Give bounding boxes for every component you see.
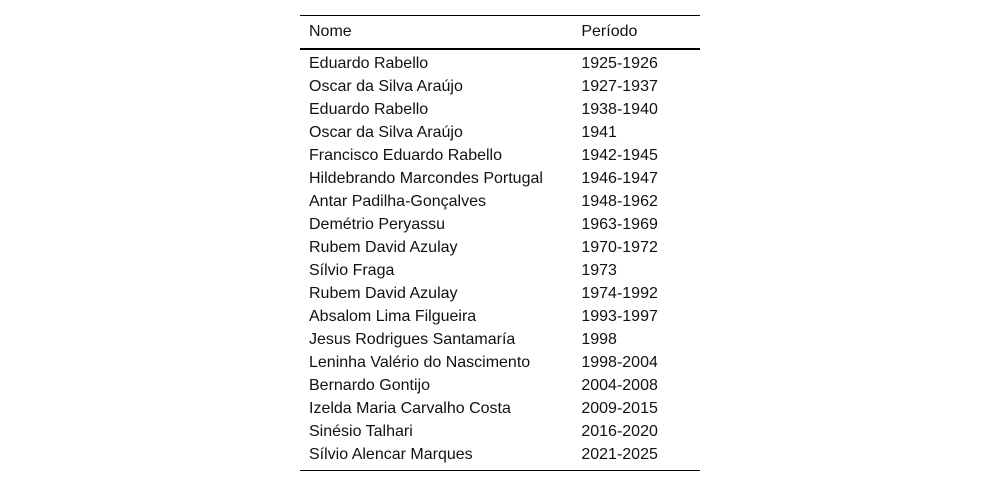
cell-period: 1974-1992 — [581, 285, 658, 302]
table-row — [300, 374, 700, 397]
table-header — [300, 16, 700, 50]
table-row — [300, 98, 700, 121]
cell-period: 1942-1945 — [581, 147, 658, 164]
cell-name: Leninha Valério do Nascimento — [309, 354, 531, 371]
cell-period: 2004-2008 — [581, 377, 658, 394]
table-row — [300, 328, 700, 351]
cell-period: 2016-2020 — [581, 423, 658, 440]
cell-name: Jesus Rodrigues Santamaría — [309, 331, 516, 348]
cell-period: 1941 — [581, 124, 617, 141]
cell-name: Oscar da Silva Araújo — [309, 124, 463, 141]
table-row — [300, 190, 700, 213]
table-row — [300, 397, 700, 420]
cell-period: 1998 — [581, 331, 617, 348]
cell-period: 1998-2004 — [581, 354, 658, 371]
cell-name: Sílvio Alencar Marques — [309, 446, 473, 463]
cell-name: Rubem David Azulay — [309, 239, 458, 256]
table-row — [300, 75, 700, 98]
table-row — [300, 236, 700, 259]
table-row — [300, 144, 700, 167]
cell-name: Oscar da Silva Araújo — [309, 78, 463, 95]
cell-name: Hildebrando Marcondes Portugal — [309, 170, 543, 187]
cell-period: 1970-1972 — [581, 239, 658, 256]
header-row — [300, 16, 700, 50]
cell-period: 1948-1962 — [581, 193, 658, 210]
table-row — [300, 420, 700, 443]
cell-period: 1963-1969 — [581, 216, 658, 233]
table-row — [300, 167, 700, 190]
cell-period: 1925-1926 — [581, 55, 658, 72]
cell-name: Rubem David Azulay — [309, 285, 458, 302]
cell-name: Bernardo Gontijo — [309, 377, 430, 394]
presidents-table — [300, 15, 700, 471]
table-body — [300, 49, 700, 471]
cell-name: Eduardo Rabello — [309, 101, 429, 118]
table-row — [300, 49, 700, 75]
cell-name: Antar Padilha-Gonçalves — [309, 193, 486, 210]
cell-name: Francisco Eduardo Rabello — [309, 147, 502, 164]
cell-period: 1946-1947 — [581, 170, 658, 187]
cell-period: 2009-2015 — [581, 400, 658, 417]
cell-period: 2021-2025 — [581, 446, 658, 463]
cell-name: Eduardo Rabello — [309, 55, 429, 72]
table-row — [300, 282, 700, 305]
cell-name: Sílvio Fraga — [309, 262, 395, 279]
cell-name: Sinésio Talhari — [309, 423, 413, 440]
table-row — [300, 259, 700, 282]
table-row — [300, 121, 700, 144]
column-header-name: Nome — [309, 23, 352, 40]
table-row — [300, 305, 700, 328]
table-row — [300, 213, 700, 236]
table-row — [300, 351, 700, 374]
cell-name: Absalom Lima Filgueira — [309, 308, 477, 325]
cell-period: 1973 — [581, 262, 617, 279]
table-row — [300, 443, 700, 471]
cell-period: 1927-1937 — [581, 78, 658, 95]
cell-period: 1993-1997 — [581, 308, 658, 325]
cell-period: 1938-1940 — [581, 101, 658, 118]
column-header-period: Período — [581, 23, 638, 40]
cell-name: Demétrio Peryassu — [309, 216, 446, 233]
cell-name: Izelda Maria Carvalho Costa — [309, 400, 511, 417]
presidents-table-container — [300, 15, 700, 471]
